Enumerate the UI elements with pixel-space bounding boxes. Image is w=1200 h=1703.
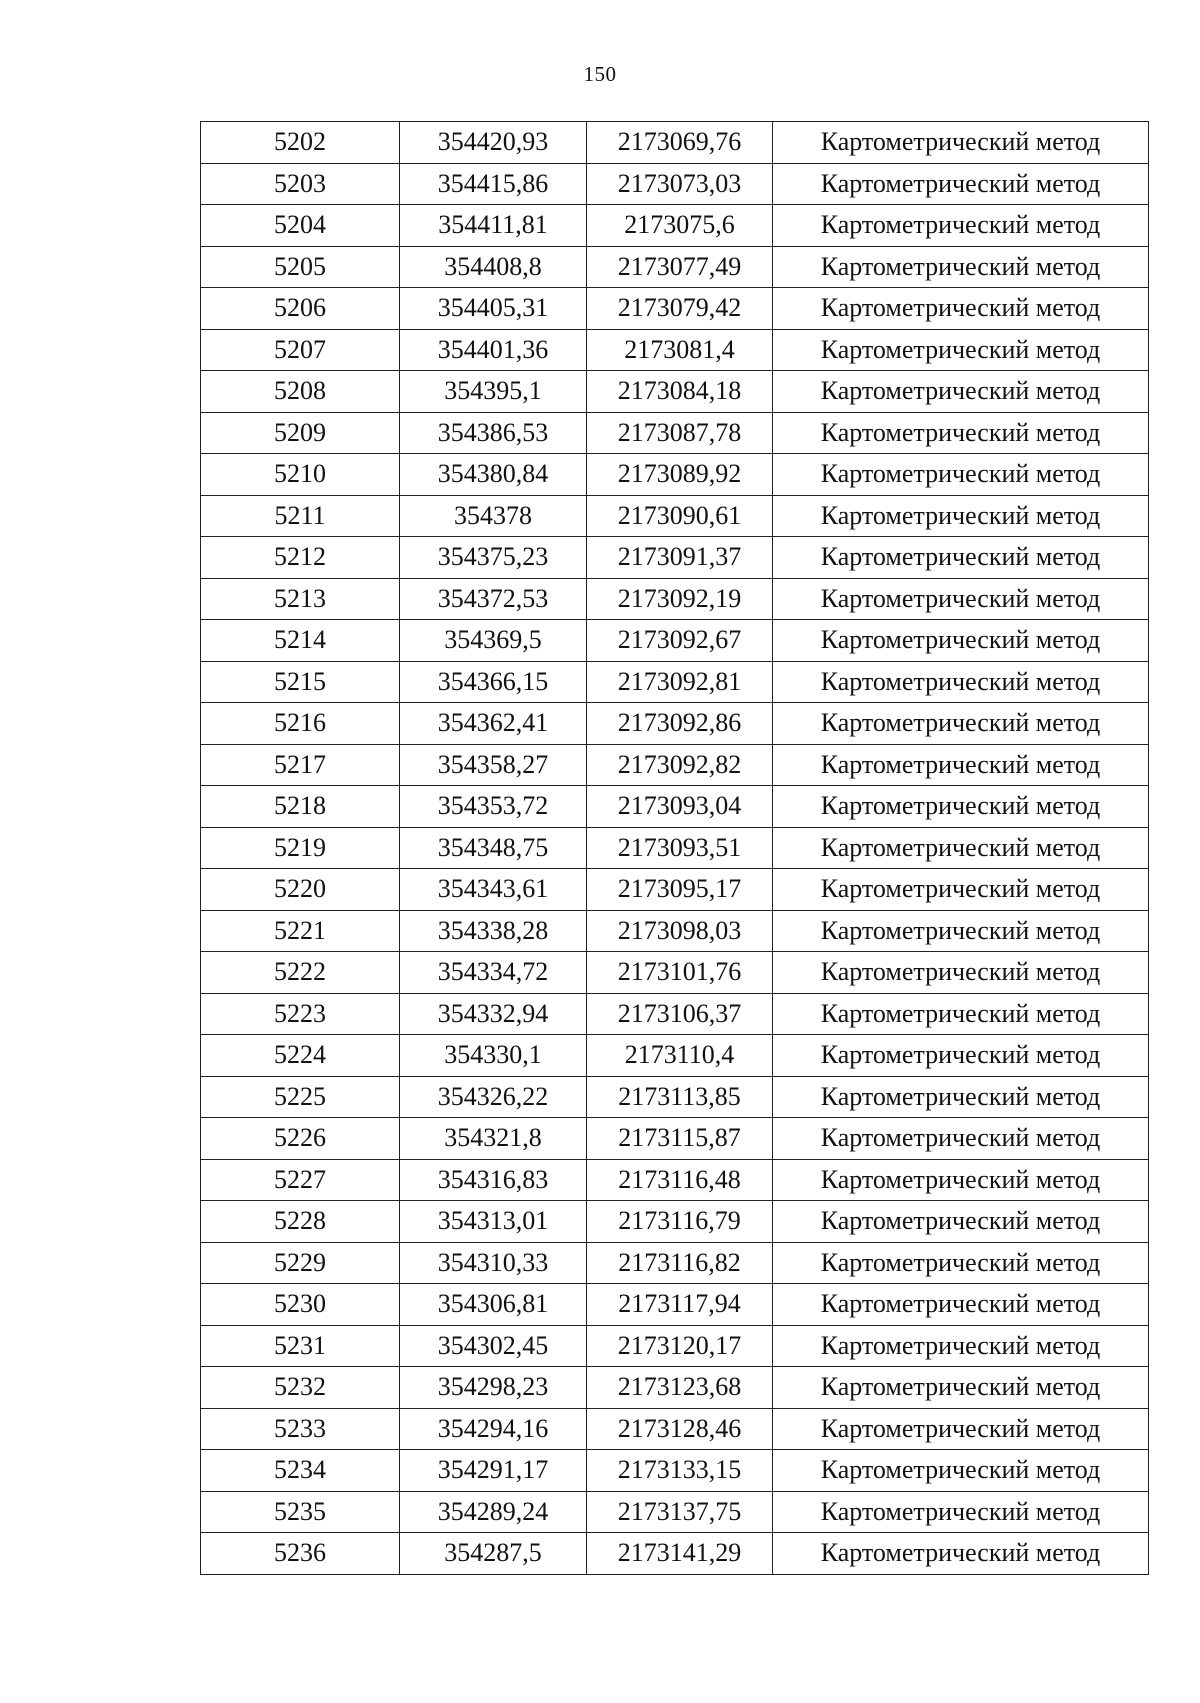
y-coordinate-cell: 2173098,03 — [587, 910, 773, 952]
point-number-cell: 5235 — [201, 1491, 400, 1533]
x-coordinate-cell: 354401,36 — [400, 329, 587, 371]
method-cell: Картометрический метод — [773, 703, 1149, 745]
method-cell: Картометрический метод — [773, 1533, 1149, 1575]
y-coordinate-cell: 2173123,68 — [587, 1367, 773, 1409]
point-number-cell: 5202 — [201, 122, 400, 164]
table-row — [201, 1367, 1149, 1409]
table-row — [201, 1491, 1149, 1533]
x-coordinate-cell: 354366,15 — [400, 661, 587, 703]
point-number-cell: 5233 — [201, 1408, 400, 1450]
x-coordinate-cell: 354338,28 — [400, 910, 587, 952]
method-cell: Картометрический метод — [773, 288, 1149, 330]
method-cell: Картометрический метод — [773, 869, 1149, 911]
y-coordinate-cell: 2173106,37 — [587, 993, 773, 1035]
method-cell: Картометрический метод — [773, 329, 1149, 371]
table-row — [201, 827, 1149, 869]
table-row — [201, 122, 1149, 164]
point-number-cell: 5216 — [201, 703, 400, 745]
method-cell: Картометрический метод — [773, 1408, 1149, 1450]
table-row — [201, 1408, 1149, 1450]
table-row — [201, 744, 1149, 786]
table-row — [201, 1035, 1149, 1077]
point-number-cell: 5210 — [201, 454, 400, 496]
table-row — [201, 1325, 1149, 1367]
x-coordinate-cell: 354353,72 — [400, 786, 587, 828]
method-cell: Картометрический метод — [773, 1159, 1149, 1201]
y-coordinate-cell: 2173092,19 — [587, 578, 773, 620]
point-number-cell: 5203 — [201, 163, 400, 205]
method-cell: Картометрический метод — [773, 661, 1149, 703]
table-row — [201, 412, 1149, 454]
x-coordinate-cell: 354420,93 — [400, 122, 587, 164]
method-cell: Картометрический метод — [773, 786, 1149, 828]
method-cell: Картометрический метод — [773, 246, 1149, 288]
page-number: 150 — [583, 62, 617, 86]
table-row — [201, 1533, 1149, 1575]
x-coordinate-cell: 354358,27 — [400, 744, 587, 786]
method-cell: Картометрический метод — [773, 1284, 1149, 1326]
y-coordinate-cell: 2173128,46 — [587, 1408, 773, 1450]
x-coordinate-cell: 354330,1 — [400, 1035, 587, 1077]
table-row — [201, 205, 1149, 247]
table-row — [201, 1450, 1149, 1492]
method-cell: Картометрический метод — [773, 578, 1149, 620]
method-cell: Картометрический метод — [773, 1076, 1149, 1118]
method-cell: Картометрический метод — [773, 1450, 1149, 1492]
point-number-cell: 5214 — [201, 620, 400, 662]
table-row — [201, 661, 1149, 703]
table-row — [201, 869, 1149, 911]
y-coordinate-cell: 2173092,86 — [587, 703, 773, 745]
table-row — [201, 993, 1149, 1035]
coordinates-table — [200, 121, 1149, 1575]
method-cell: Картометрический метод — [773, 1118, 1149, 1160]
method-cell: Картометрический метод — [773, 1491, 1149, 1533]
x-coordinate-cell: 354408,8 — [400, 246, 587, 288]
point-number-cell: 5218 — [201, 786, 400, 828]
table-row — [201, 246, 1149, 288]
point-number-cell: 5221 — [201, 910, 400, 952]
method-cell: Картометрический метод — [773, 1035, 1149, 1077]
method-cell: Картометрический метод — [773, 1367, 1149, 1409]
point-number-cell: 5204 — [201, 205, 400, 247]
method-cell: Картометрический метод — [773, 163, 1149, 205]
table-row — [201, 1284, 1149, 1326]
x-coordinate-cell: 354375,23 — [400, 537, 587, 579]
method-cell: Картометрический метод — [773, 495, 1149, 537]
point-number-cell: 5215 — [201, 661, 400, 703]
x-coordinate-cell: 354287,5 — [400, 1533, 587, 1575]
coordinates-table-body — [201, 122, 1149, 1575]
x-coordinate-cell: 354289,24 — [400, 1491, 587, 1533]
method-cell: Картометрический метод — [773, 827, 1149, 869]
x-coordinate-cell: 354326,22 — [400, 1076, 587, 1118]
table-row — [201, 1201, 1149, 1243]
point-number-cell: 5220 — [201, 869, 400, 911]
table-row — [201, 786, 1149, 828]
x-coordinate-cell: 354321,8 — [400, 1118, 587, 1160]
x-coordinate-cell: 354343,61 — [400, 869, 587, 911]
x-coordinate-cell: 354332,94 — [400, 993, 587, 1035]
method-cell: Картометрический метод — [773, 952, 1149, 994]
x-coordinate-cell: 354316,83 — [400, 1159, 587, 1201]
y-coordinate-cell: 2173093,51 — [587, 827, 773, 869]
x-coordinate-cell: 354395,1 — [400, 371, 587, 413]
point-number-cell: 5217 — [201, 744, 400, 786]
x-coordinate-cell: 354348,75 — [400, 827, 587, 869]
table-row — [201, 952, 1149, 994]
table-row — [201, 163, 1149, 205]
x-coordinate-cell: 354369,5 — [400, 620, 587, 662]
point-number-cell: 5207 — [201, 329, 400, 371]
point-number-cell: 5223 — [201, 993, 400, 1035]
point-number-cell: 5229 — [201, 1242, 400, 1284]
table-row — [201, 329, 1149, 371]
point-number-cell: 5212 — [201, 537, 400, 579]
y-coordinate-cell: 2173087,78 — [587, 412, 773, 454]
y-coordinate-cell: 2173081,4 — [587, 329, 773, 371]
method-cell: Картометрический метод — [773, 1325, 1149, 1367]
table-row — [201, 371, 1149, 413]
point-number-cell: 5205 — [201, 246, 400, 288]
y-coordinate-cell: 2173073,03 — [587, 163, 773, 205]
x-coordinate-cell: 354415,86 — [400, 163, 587, 205]
table-row — [201, 454, 1149, 496]
table-row — [201, 288, 1149, 330]
x-coordinate-cell: 354298,23 — [400, 1367, 587, 1409]
y-coordinate-cell: 2173092,81 — [587, 661, 773, 703]
point-number-cell: 5213 — [201, 578, 400, 620]
point-number-cell: 5234 — [201, 1450, 400, 1492]
y-coordinate-cell: 2173093,04 — [587, 786, 773, 828]
y-coordinate-cell: 2173141,29 — [587, 1533, 773, 1575]
point-number-cell: 5209 — [201, 412, 400, 454]
y-coordinate-cell: 2173090,61 — [587, 495, 773, 537]
x-coordinate-cell: 354306,81 — [400, 1284, 587, 1326]
x-coordinate-cell: 354313,01 — [400, 1201, 587, 1243]
x-coordinate-cell: 354405,31 — [400, 288, 587, 330]
y-coordinate-cell: 2173116,79 — [587, 1201, 773, 1243]
table-row — [201, 620, 1149, 662]
y-coordinate-cell: 2173116,48 — [587, 1159, 773, 1201]
x-coordinate-cell: 354362,41 — [400, 703, 587, 745]
point-number-cell: 5206 — [201, 288, 400, 330]
y-coordinate-cell: 2173113,85 — [587, 1076, 773, 1118]
method-cell: Картометрический метод — [773, 371, 1149, 413]
point-number-cell: 5211 — [201, 495, 400, 537]
y-coordinate-cell: 2173120,17 — [587, 1325, 773, 1367]
point-number-cell: 5208 — [201, 371, 400, 413]
y-coordinate-cell: 2173069,76 — [587, 122, 773, 164]
table-row — [201, 1159, 1149, 1201]
method-cell: Картометрический метод — [773, 744, 1149, 786]
x-coordinate-cell: 354378 — [400, 495, 587, 537]
y-coordinate-cell: 2173095,17 — [587, 869, 773, 911]
method-cell: Картометрический метод — [773, 910, 1149, 952]
point-number-cell: 5230 — [201, 1284, 400, 1326]
point-number-cell: 5227 — [201, 1159, 400, 1201]
y-coordinate-cell: 2173117,94 — [587, 1284, 773, 1326]
point-number-cell: 5236 — [201, 1533, 400, 1575]
x-coordinate-cell: 354310,33 — [400, 1242, 587, 1284]
y-coordinate-cell: 2173092,82 — [587, 744, 773, 786]
point-number-cell: 5222 — [201, 952, 400, 994]
y-coordinate-cell: 2173079,42 — [587, 288, 773, 330]
method-cell: Картометрический метод — [773, 1242, 1149, 1284]
x-coordinate-cell: 354291,17 — [400, 1450, 587, 1492]
point-number-cell: 5228 — [201, 1201, 400, 1243]
point-number-cell: 5226 — [201, 1118, 400, 1160]
x-coordinate-cell: 354372,53 — [400, 578, 587, 620]
point-number-cell: 5219 — [201, 827, 400, 869]
y-coordinate-cell: 2173089,92 — [587, 454, 773, 496]
y-coordinate-cell: 2173110,4 — [587, 1035, 773, 1077]
method-cell: Картометрический метод — [773, 537, 1149, 579]
table-row — [201, 1076, 1149, 1118]
y-coordinate-cell: 2173133,15 — [587, 1450, 773, 1492]
method-cell: Картометрический метод — [773, 454, 1149, 496]
method-cell: Картометрический метод — [773, 412, 1149, 454]
method-cell: Картометрический метод — [773, 122, 1149, 164]
method-cell: Картометрический метод — [773, 205, 1149, 247]
y-coordinate-cell: 2173077,49 — [587, 246, 773, 288]
y-coordinate-cell: 2173116,82 — [587, 1242, 773, 1284]
x-coordinate-cell: 354302,45 — [400, 1325, 587, 1367]
table-row — [201, 910, 1149, 952]
table-row — [201, 1242, 1149, 1284]
method-cell: Картометрический метод — [773, 993, 1149, 1035]
y-coordinate-cell: 2173091,37 — [587, 537, 773, 579]
point-number-cell: 5232 — [201, 1367, 400, 1409]
x-coordinate-cell: 354334,72 — [400, 952, 587, 994]
point-number-cell: 5225 — [201, 1076, 400, 1118]
point-number-cell: 5224 — [201, 1035, 400, 1077]
table-row — [201, 1118, 1149, 1160]
method-cell: Картометрический метод — [773, 1201, 1149, 1243]
x-coordinate-cell: 354411,81 — [400, 205, 587, 247]
table-row — [201, 537, 1149, 579]
y-coordinate-cell: 2173137,75 — [587, 1491, 773, 1533]
table-row — [201, 495, 1149, 537]
method-cell: Картометрический метод — [773, 620, 1149, 662]
table-row — [201, 578, 1149, 620]
y-coordinate-cell: 2173101,76 — [587, 952, 773, 994]
y-coordinate-cell: 2173084,18 — [587, 371, 773, 413]
x-coordinate-cell: 354294,16 — [400, 1408, 587, 1450]
table-row — [201, 703, 1149, 745]
y-coordinate-cell: 2173115,87 — [587, 1118, 773, 1160]
y-coordinate-cell: 2173092,67 — [587, 620, 773, 662]
x-coordinate-cell: 354386,53 — [400, 412, 587, 454]
point-number-cell: 5231 — [201, 1325, 400, 1367]
y-coordinate-cell: 2173075,6 — [587, 205, 773, 247]
x-coordinate-cell: 354380,84 — [400, 454, 587, 496]
